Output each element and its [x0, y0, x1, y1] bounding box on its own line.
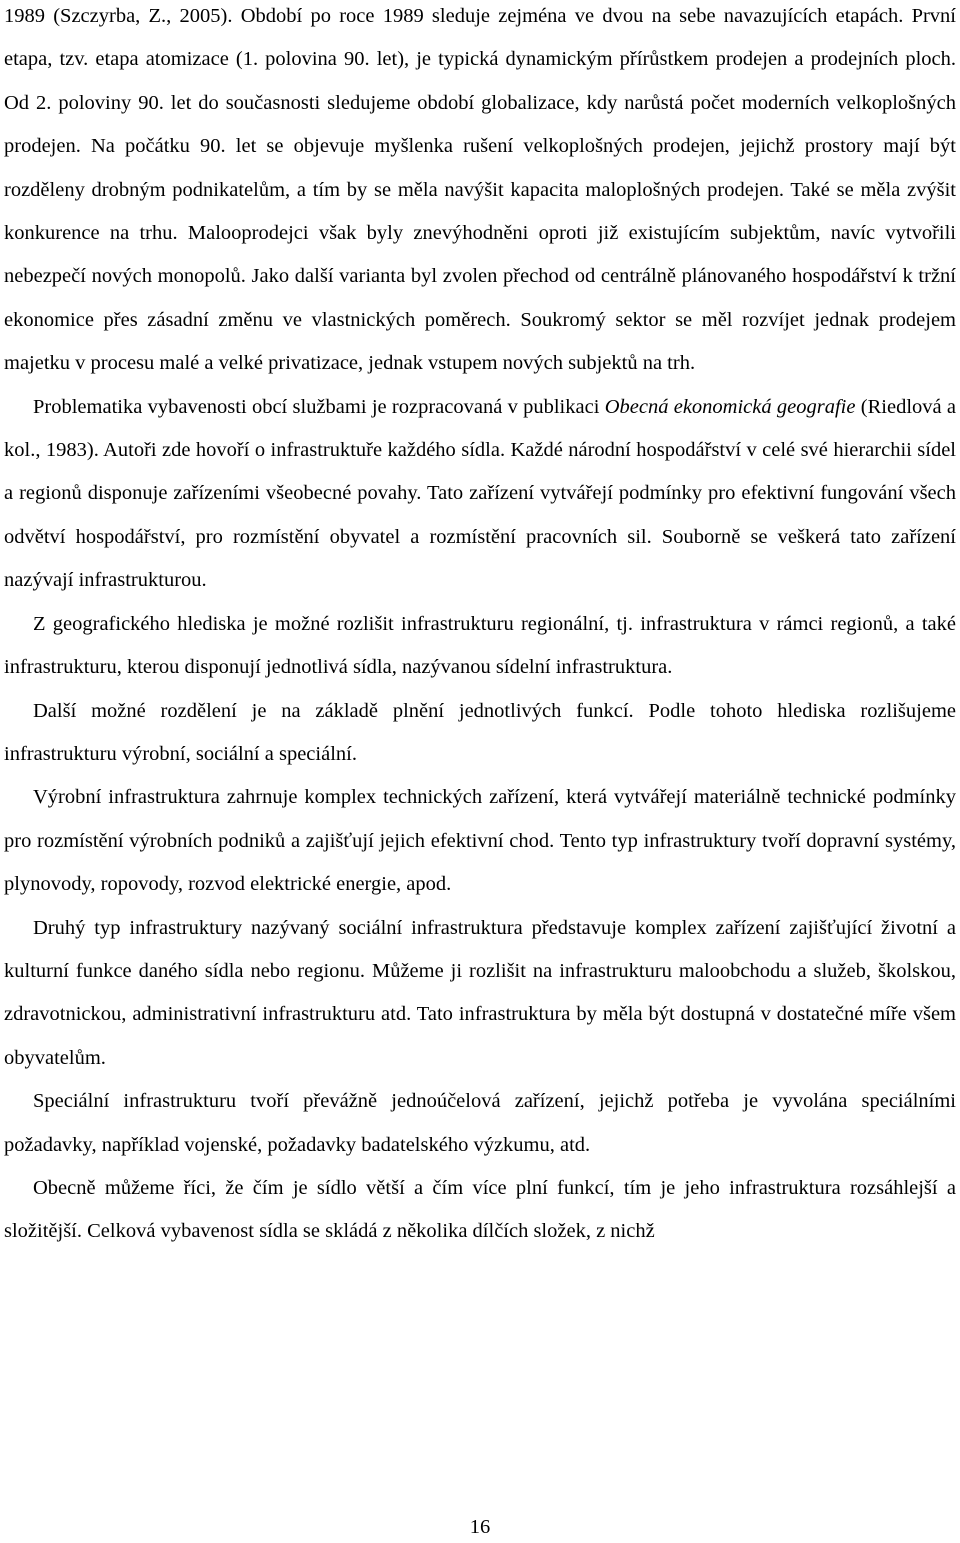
paragraph-infrastructure-intro-text: Problematika vybavenosti obcí službami je rozpracovaná v publikaci	[33, 395, 605, 418]
paragraph-conclusion: Obecně můžeme říci, že čím je sídlo větší a čím více plní funkcí, tím je jeho infrastruktura rozsáhlejší a složitější. Celková vybavenost sídla se skládá z několika dílčích složek, z nichž	[4, 1176, 956, 1243]
paragraph-infrastructure-intro-rest: (Riedlová a kol., 1983). Autoři zde hovoří o infrastruktuře každého sídla. Každé národní hospodářství v celé své hierarchii sídel a regionů disponuje zařízeními všeobecné povahy. Tato zařízení vytvářejí podmínky pro efektivní fungování všech odvětví hospodářství, pro rozmístění obyvatel a rozmístění pracovních sil. Souborně se veškerá tato zařízení nazývají infrastrukturou.	[4, 395, 956, 592]
paragraph-infrastructure-intro	[4, 386, 956, 603]
paragraph-production-infrastructure: Výrobní infrastruktura zahrnuje komplex technických zařízení, která vytvářejí materiálně technické podmínky pro rozmístění výrobních podniků a zajišťují jejich efektivní chod. Tento typ infrastruktury tvoří dopravní systémy, plynovody, ropovody, rozvod elektrické energie, apod.	[4, 786, 956, 896]
paragraph-function-division: Další možné rozdělení je na základě plnění jednotlivých funkcí. Podle tohoto hlediska rozlišujeme infrastrukturu výrobní, sociální a speciální.	[4, 699, 956, 765]
paragraph-geographic-view: Z geografického hlediska je možné rozlišit infrastrukturu regionální, tj. infrastruktura v rámci regionů, a také infrastrukturu, kterou disponují jednotlivá sídla, nazývanou sídelní infrastruktura.	[4, 612, 956, 679]
page-number: 16	[469, 1516, 491, 1538]
paragraph-special-infrastructure: Speciální infrastrukturu tvoří převážně jednoúčelová zařízení, jejichž potřeba je vyvolána speciálními požadavky, například vojenské, požadavky badatelského výzkumu, atd.	[4, 1090, 956, 1156]
paragraph-social-infrastructure: Druhý typ infrastruktury nazývaný sociální infrastruktura představuje komplex zařízení zajišťující životní a kulturní funkce daného sídla nebo regionu. Můžeme ji rozlišit na infrastrukturu maloobchodu a služeb, školskou, zdravotnickou, administrativní infrastrukturu atd. Tato infrastruktura by měla být dostupná v dostatečné míře všem obyvatelům.	[4, 916, 956, 1069]
document-page	[4, 0, 956, 1254]
paragraph-retail-history: 1989 (Szczyrba, Z., 2005). Období po roce 1989 sleduje zejména ve dvou na sebe navazujících etapách. První etapa, tzv. etapa atomizace (1. polovina 90. let), je typická dynamickým přírůstkem prodejen a prodejních ploch. Od 2. poloviny 90. let do současnosti sledujeme období globalizace, kdy narůstá počet moderních velkoplošných prodejen. Na počátku 90. let se objevuje myšlenka rušení velkoplošných prodejen, jejichž prostory mají být rozděleny drobným podnikatelům, a tím by se měla navýšit kapacita maloplošných prodejen. Také se měla zvýšit konkurence na trhu. Malooprodejci však byly znevýhodněni oproti již existujícím subjektům, navíc vytvořili nebezpečí nových monopolů. Jako další varianta byl zvolen přechod od centrálně plánovaného hospodářství k tržní ekonomice přes zásadní změnu ve vlastnických poměrech. Soukromý sektor se měl rozvíjet jednak prodejem majetku v procesu malé a velké privatizace, jednak vstupem nových subjektů na trh.	[4, 5, 956, 375]
publication-title: Obecná ekonomická geografie	[604, 395, 856, 418]
